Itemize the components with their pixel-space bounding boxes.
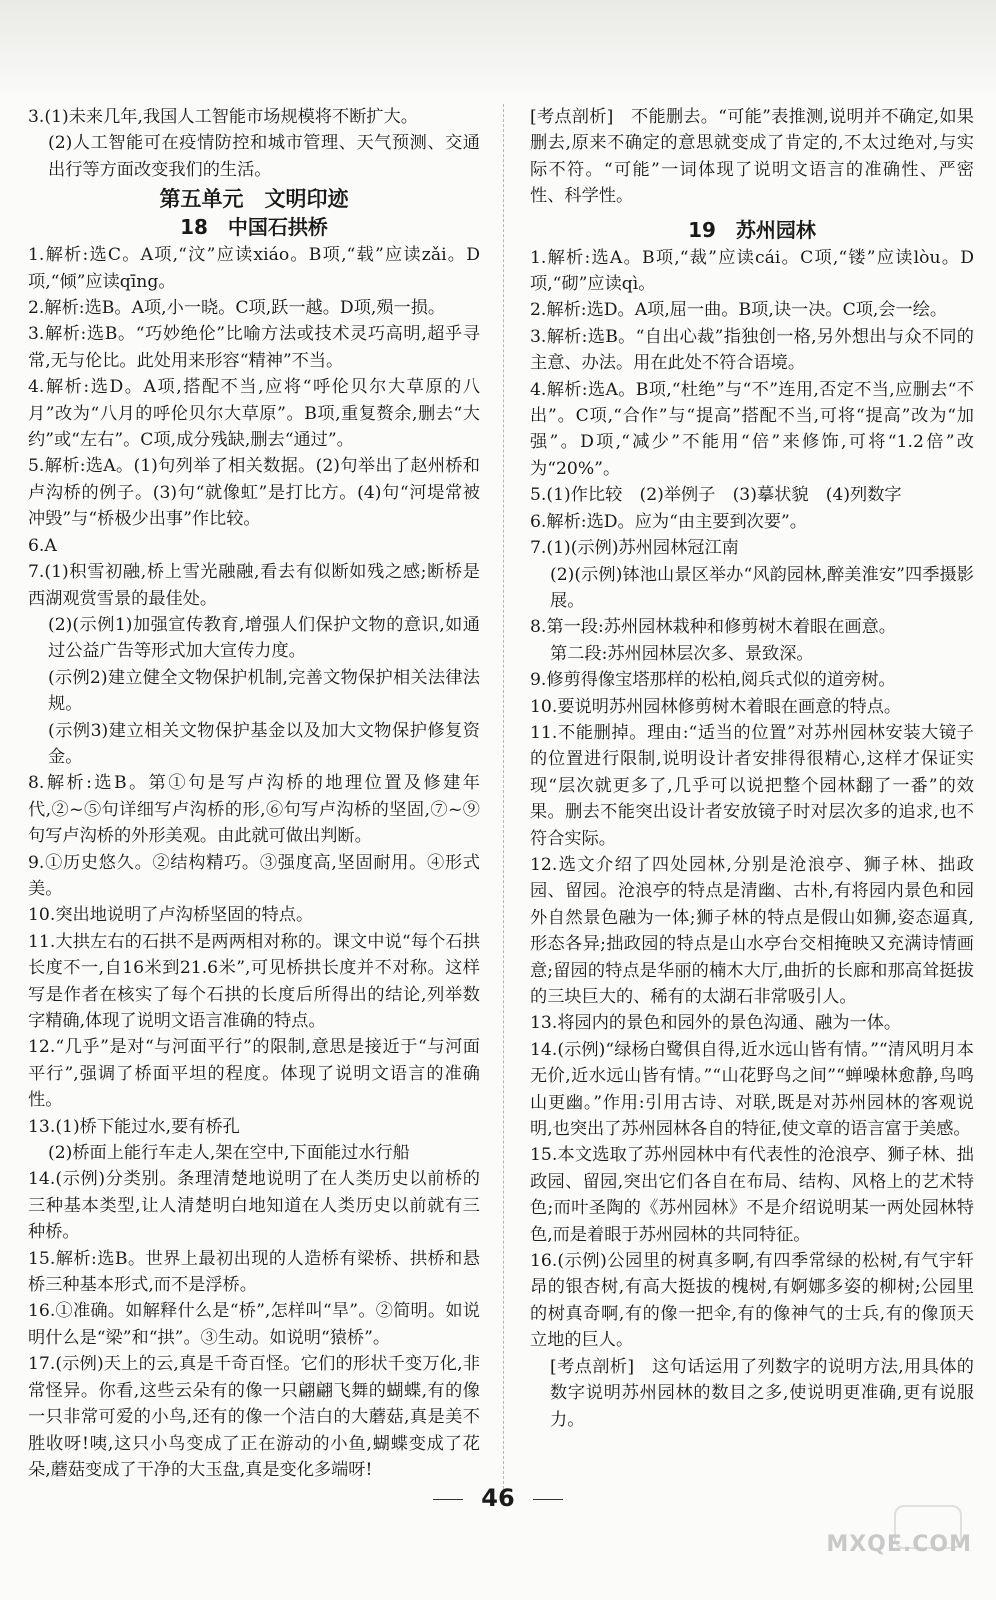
- analysis-note: [考点剖析] 这句话运用了列数字的说明方法,用具体的数字说明苏州园林的数目之多,使说明更准确,更有说服力。: [550, 1356, 974, 1430]
- answer-item: 3.解析:选B。“巧妙绝伦”比喻方法或技术灵巧高明,超乎寻常,无与伦比。此处用来形容“精神”不当。: [28, 324, 480, 371]
- answer-item: 15.解析:选B。世界上最初出现的人造桥有梁桥、拱桥和悬桥三种基本形式,而不是浮桥。: [28, 1248, 480, 1296]
- answer-item: (2)桥面上能行车走人,架在空中,下面能过水行船: [48, 1143, 410, 1164]
- answer-item: (2)(示例)钵池山景区举办“风韵园林,醉美淮安”四季摄影展。: [550, 564, 974, 611]
- lesson-title: 19 苏州园林: [688, 217, 816, 242]
- answer-item: 3.解析:选B。“自出心裁”指独创一格,另外想出与众不同的主意、办法。用在此处不符合语境。: [530, 326, 974, 374]
- answer-item: 6.解析:选D。应为“由主要到次要”。: [530, 511, 807, 532]
- answer-item: 2.解析:选B。A项,小一晓。C项,跃一越。D项,殒一损。: [28, 298, 446, 319]
- answer-item: 9.修剪得像宝塔那样的松柏,阅兵式似的道旁树。: [530, 670, 896, 691]
- answer-item: (2)(示例1)加强宣传教育,增强人们保护文物的意识,如通过公益广告等形式加大宣传力度。: [48, 614, 480, 662]
- answer-item: 13.将园内的景色和园外的景色沟通、融为一体。: [530, 1013, 902, 1034]
- answer-item: 8.第一段:苏州园林栽种和修剪树木着眼在画意。: [530, 617, 896, 638]
- answer-item: 7.(1)积雪初融,桥上雪光融融,看去有似断如残之感;断桥是西湖观赏雪景的最佳处。: [28, 562, 480, 609]
- right-column: [530, 104, 974, 1433]
- answer-item: 14.(示例)“绿杨白鹭俱自得,近水远山皆有情。”“清风明月本无价,近水远山皆有情。”“山花野鸟之间”“蝉噪林愈静,鸟鸣山更幽。”作用:引用古诗、对联,既是对苏州园林的客观说明,也突出了苏州园林各自的特征,使文章的语言富于美感。: [530, 1039, 974, 1140]
- answer-item: 16.①准确。如解释什么是“桥”,怎样叫“旱”。②简明。如说明什么是“梁”和“拱”。③生动。如说明“猿桥”。: [28, 1301, 480, 1348]
- answer-item: 1.解析:选A。B项,“裁”应读cái。C项,“镂”应读lòu。D项,“砌”应读qì。: [530, 247, 974, 295]
- answer-item: 10.突出地说明了卢沟桥坚固的特点。: [28, 905, 314, 926]
- answer-item: 17.(示例)天上的云,真是千奇百怪。它们的形状千变万化,非常怪异。你看,这些云朵有的像一只翩翩飞舞的蝴蝶,有的像一只非常可爱的小鸟,还有的像一个洁白的大蘑菇,真是美不胜收呀!咦,这只小鸟变成了正在游动的小鱼,蝴蝶变成了花朵,蘑菇变成了干净的大玉盘,真是变化多端呀!: [28, 1354, 480, 1480]
- left-column: [28, 104, 480, 1483]
- answer-item: 11.大拱左右的石拱不是两两相对称的。课文中说“每个石拱长度不一,自16米到21.6米”,可见桥拱长度并不对称。这样写是作者在核实了每个石拱的长度后所得出的结论,列举数字精确,体现了说明文语言准确的特点。: [28, 931, 480, 1031]
- watermark-text: MXQE.COM: [826, 1532, 972, 1557]
- answer-item: 10.要说明苏州园林修剪树木着眼在画意的特点。: [530, 696, 902, 717]
- answer-item: 15.本文选取了苏州园林中有代表性的沧浪亭、狮子林、拙政园、留园,突出它们各自在布局、结构、风格上的艺术特色;而叶圣陶的《苏州园林》不是介绍说明某一两处园林特色,而是着眼于苏州园林的共同特征。: [530, 1145, 974, 1245]
- answer-item: 12.选文介绍了四处园林,分别是沧浪亭、狮子林、拙政园、留园。沧浪亭的特点是清幽、古朴,有将园内景色和园外自然景色融为一体;狮子林的特点是假山如狮,姿态逼真,形态各异;拙政园的特点是山水亭台交相掩映又充满诗情画意;留园的特点是华丽的楠木大厅,曲折的长廊和那高耸挺拔的三块巨大的、稀有的太湖石非常吸引人。: [530, 854, 974, 1007]
- answer-item: 7.(1)(示例)苏州园林冠江南: [530, 538, 739, 559]
- answer-item: 8.解析:选B。第①句是写卢沟桥的地理位置及修建年代,②~⑤句详细写卢沟桥的形,⑥句写卢沟桥的坚固,⑦~⑨句写卢沟桥的外形美观。由此就可做出判断。: [28, 773, 480, 847]
- footer-dash-left: [433, 1499, 463, 1500]
- answer-item: 2.解析:选D。A项,屈一曲。B项,诀一决。C项,会一绘。: [530, 300, 948, 321]
- answer-item: 14.(示例)分类别。条理清楚地说明了在人类历史以前桥的三种基本类型,让人清楚明白地知道在人类历史以前就有三种桥。: [28, 1169, 480, 1243]
- intro-item: (2)人工智能可在疫情防控和城市管理、天气预测、交通出行等方面改变我们的生活。: [48, 133, 480, 180]
- answer-item: (示例2)建立健全文物保护机制,完善文物保护相关法律法规。: [48, 667, 480, 715]
- answer-item: (示例3)建立相关文物保护基金以及加大文物保护修复资金。: [48, 720, 480, 767]
- answer-item: 4.解析:选D。A项,搭配不当,应将“呼伦贝尔大草原的八月”改为“八月的呼伦贝尔大草原”。B项,重复赘余,删去“大约”或“左右”。C项,成分残缺,删去“通过”。: [28, 377, 480, 451]
- scan-shadow: [0, 0, 996, 100]
- column-divider: [503, 104, 504, 1494]
- page-footer: [0, 1484, 996, 1512]
- footer-dash-right: [533, 1499, 563, 1500]
- answer-item: 12.“几乎”是对“与河面平行”的限制,意思是接近于“与河面平行”,强调了桥面平坦的程度。体现了说明文语言的准确性。: [28, 1037, 480, 1111]
- answer-item: 13.(1)桥下能过水,要有桥孔: [28, 1116, 240, 1137]
- analysis-note: [考点剖析] 不能删去。“可能”表推测,说明并不确定,如果删去,原来不确定的意思就变成了肯定的,不太过绝对,与实际不符。“可能”一词体现了说明文语言的准确性、严密性、科学性。: [530, 107, 974, 207]
- unit-title: 第五单元 文明印迹: [159, 187, 349, 212]
- page-number: 46: [481, 1484, 515, 1512]
- answer-item: 4.解析:选A。B项,“杜绝”与“不”连用,否定不当,应删去“不出”。C项,“合作”与“提高”搭配不当,可将“提高”改为“加强”。D项,“减少”不能用“倍”来修饰,可将“1.2倍”改为“20%”。: [530, 379, 974, 479]
- answer-item: 11.不能删掉。理由:“适当的位置”对苏州园林安装大镜子的位置进行限制,说明设计者安排得很精心,这样才保证实现“层次就更多了,几乎可以说把整个园林翻了一番”的效果。删去不能突出设计者安放镜子时对层次多的追求,也不符合实际。: [530, 722, 974, 849]
- answer-item: 9.①历史悠久。②结构精巧。③强度高,坚固耐用。④形式美。: [28, 852, 480, 899]
- answer-item: 6.A: [28, 535, 57, 556]
- answer-item: 1.解析:选C。A项,“汶”应读xiáo。B项,“载”应读zǎi。D项,“倾”应读qīng。: [28, 245, 480, 292]
- answer-item: 16.(示例)公园里的树真多啊,有四季常绿的松树,有气宇轩昂的银杏树,有高大挺拔的槐树,有婀娜多姿的柳树;公园里的树真奇啊,有的像一把伞,有的像神气的士兵,有的像顶天立地的巨人。: [530, 1251, 974, 1351]
- answer-item: 5.解析:选A。(1)句列举了相关数据。(2)句举出了赵州桥和卢沟桥的例子。(3)句“就像虹”是打比方。(4)句“河堤常被冲毁”与“桥极少出事”作比较。: [28, 456, 480, 530]
- intro-item: 3.(1)未来几年,我国人工智能市场规模将不断扩大。: [28, 107, 418, 127]
- lesson-title: 18 中国石拱桥: [180, 215, 328, 240]
- answer-item: 5.(1)作比较 (2)举例子 (3)摹状貌 (4)列数字: [530, 485, 902, 506]
- answer-item: 第二段:苏州园林层次多、景致深。: [550, 643, 814, 664]
